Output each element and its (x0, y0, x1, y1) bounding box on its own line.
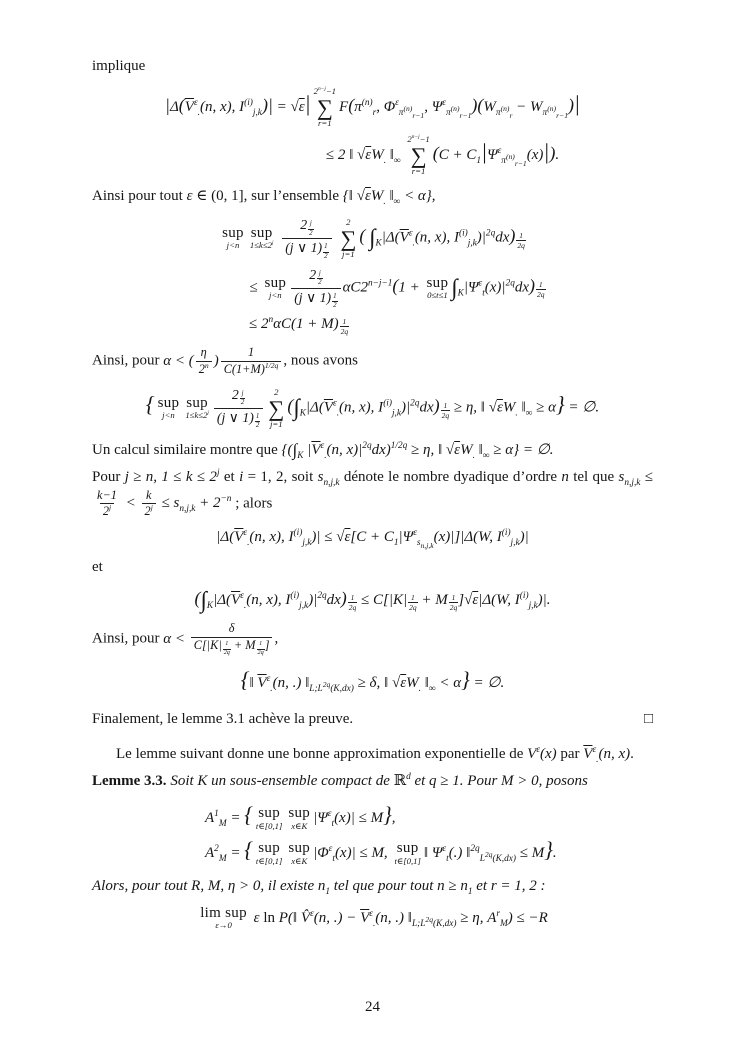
equation-line-3: ≤ $2^n\alpha C(1 + M)$ $\frac{1}{2q}$ (249, 315, 349, 337)
equation-limsup (92, 906, 653, 931)
paragraph-pour-dyadique: Pour j ≥ n, $1 \le k \le 2^j$ et i = 1, 2, soit $s_{n,j,k}$ dénote le nombre dyadique d’ordre n tel que $s_{n,j,k}$ ≤ $\frac{k-1}{2^j}$ < $\frac{k}{2^j}$ ≤ $s_{n,j,k} + 2^{-n}$ ; alors (92, 467, 653, 518)
equation-line-2: $A^2_M$ = { sup t∈[0,1] sup x∈K $|\Phi^\varepsilon_t(x)| \le M$, sup t∈[0,1] ‖ $\Psi^\varepsilon_t(.)$ ‖$^{2q}_{L^{2q}(K,dx)}$ ≤ M}. (205, 838, 557, 866)
paragraph-alors: Alors, pour tout R, M, η > 0, il existe $n_1$ tel que pour tout $n \ge n_1$ et r = 1, 2 : (92, 877, 546, 897)
paragraph-ainsi-delta: Ainsi, pour α < δ C[|K| $\frac{1}{2q}$ + M $\frac{1}{2q}$ ] , (92, 621, 279, 656)
lemma-3-3 (92, 771, 653, 792)
equation-empty-set-1 (92, 386, 653, 431)
paragraph-ainsi-ensemble: Ainsi pour tout ε ∈ (0, 1], sur l’ensemble {‖ $√\varepsilon W_.$ $‖_\infty < \alpha$}, (92, 188, 436, 208)
equation-line-1: $|\Delta(\overline{V}^\varepsilon_.(n$, x), $I^{(i)}_{j,k})| = √\varepsilon|$ $2^{n-j}-1$ ∑ r=1 $F(\pi^{(n)}_r$, $\Phi^\varepsilon_{\pi^{(n)}_{r-1}}$, $\Psi^\varepsilon_{\pi^{(n)}_{r-1}})(W_{\pi^{(n)}_r} - W_{\pi^{(n)}_{r-1}})|$ (165, 86, 580, 129)
paragraph-ainsi-alpha: Ainsi, pour α < ( $\frac{\eta}{2^n}$ ) $\frac{1}{C(1+M)^{1/2q}}$ , nous avons (92, 345, 358, 376)
equation-line: {‖ $\overline{V}^\varepsilon_.(n$, .) $‖_{L;L^{2q}(K,dx)} \ge \delta$, ‖ $√\varepsilon W_.$ $‖_\infty < \alpha$} = ∅. (240, 667, 505, 694)
equation-integral-bound (92, 587, 653, 613)
equation-line: { sup j<n sup $1\le k\le 2^j$ 2 $\frac{j}{2}$ (j ∨ 1) $\frac{1}{2}$ 2 ∑ j=1 ($\int_K|\Delta(\overline{V}^\varepsilon_.(n$, x), $I^{(i)}_{j,k})|^{2q}dx$) $\frac{1}{2q}$ ≥ η, ‖ $√\varepsilon W_.$ $‖_\infty \ge \alpha$} = ∅. (145, 386, 600, 430)
paragraph-implique: implique (92, 58, 146, 74)
equation-sup-bound (92, 216, 653, 336)
paragraph-calcul-similaire: Un calcul similaire montre que {($\int_K$ $|\overline{V}^\varepsilon_.(n$, $x)|^{2q}dx)^{1/2q} \ge \eta$, ‖ $√\varepsilon W_.$ $‖_\infty \ge \alpha$} = ∅. (92, 439, 554, 461)
equation-line-1: sup j<n sup $1\le k\le 2^j$ 2 $\frac{j}{2}$ (j ∨ 1) $\frac{1}{2}$ 2 ∑ j=1 ( $\int_K|\Delta(\overline{V}^\varepsilon_.(n$, x), $I^{(i)}_{j,k})|^{2q}dx$) $\frac{1}{2q}$ (222, 216, 525, 260)
lemma-label: Lemme 3.3. (92, 773, 167, 790)
equation-empty-set-2 (92, 666, 653, 694)
qed-box: □ (643, 711, 653, 728)
proof-conclusion-row (92, 703, 653, 736)
equation-line: $|\Delta(\overline{V}^\varepsilon_.(n$, x), $I^{(i)}_{j,k})| \le √\varepsilon[C + C_1|\Psi^\varepsilon_{s_{n,j,k}}(x)|]|\Delta(W$, $I^{(i)}_{j,k})|$ (216, 528, 529, 551)
equation-line-1: $A^1_M$ = { sup t∈[0,1] sup x∈K $|\Psi^\varepsilon_t(x)| \le M$}, (205, 803, 396, 831)
paragraph-finalement: Finalement, le lemme 3.1 achève la preuve. (92, 711, 354, 728)
equation-line-2: ≤ 2 ‖ $√\varepsilon W_.$ $‖_\infty$ $2^{n-j}-1$ ∑ r=1 $(C + C_1|\Psi^\varepsilon_{\pi^{(n)}_{r-1}}(x)|)$. (325, 134, 560, 177)
paragraph-et: et (92, 558, 103, 575)
equation-sets-AM (92, 801, 653, 866)
equation-line: ($\int_K|\Delta(\overline{V}^\varepsilon_.(n$, x), $I^{(i)}_{j,k})|^{2q}dx$) $\frac{1}{2q}$ ≤ C[|K| $\frac{1}{2q}$ + M $\frac{1}{2q}$ ]√ε|Δ(W, $I^{(i)}_{j,k})|$. (194, 587, 551, 613)
equation-line-2: ≤ sup j<n 2 $\frac{j}{2}$ (j ∨ 1) $\frac{1}{2}$ $\alpha C2^{n-j-1}(1$ + sup 0≤t≤1 $\int_K|\Psi^\varepsilon_t(x)|^{2q}dx$) $\frac{1}{2q}$ (249, 266, 545, 310)
equation-delta-bound (92, 528, 653, 551)
page-number: 24 (365, 999, 380, 1015)
lemma-statement: Soit K un sous-ensemble compact de ℝ$^d$ et q ≥ 1. Pour M > 0, posons (170, 772, 588, 790)
paragraph-lemme-intro: Le lemme suivant donne une bonne approximation exponentielle de $V^\varepsilon(x)$ par $\overline{V}^\varepsilon_.(n$, x). (116, 745, 634, 766)
equation-delta-sum (92, 86, 653, 177)
equation-line: lim sup ε→0 ε ln P(‖ V̂$^\varepsilon$(n, .) − $\overline{V}^\varepsilon_.(n$, .) $‖_{L;L^{2q}(K,dx)} \ge \eta$, $A^r_M) \le -R$ (200, 904, 548, 930)
